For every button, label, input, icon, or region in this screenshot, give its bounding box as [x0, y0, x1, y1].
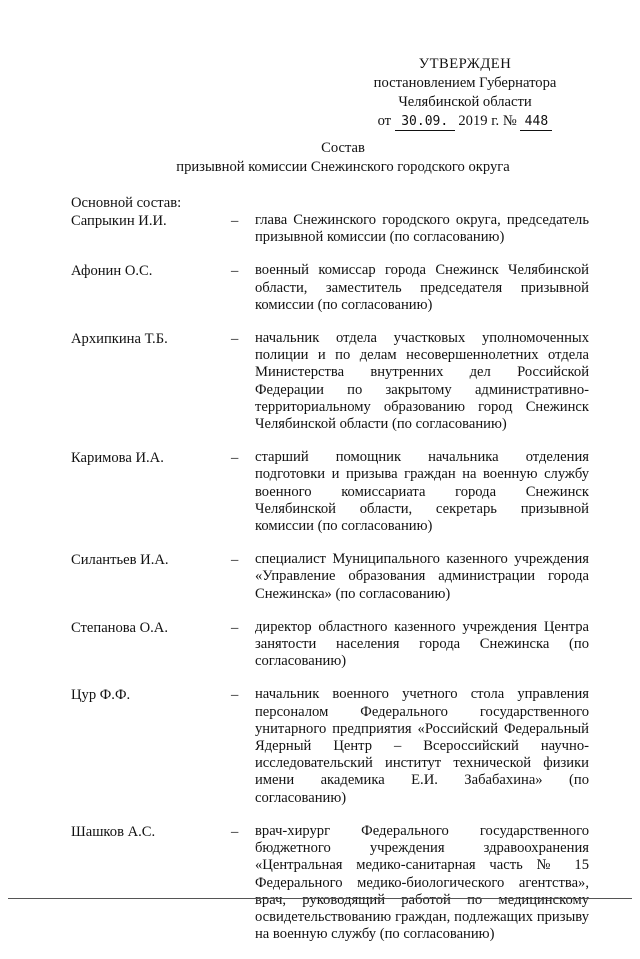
- member-dash: –: [231, 263, 239, 280]
- member-name: Каримова И.А.: [71, 450, 164, 467]
- year-text: 2019 г. №: [458, 113, 517, 129]
- date-value: 30.09.: [395, 114, 455, 131]
- member-dash: –: [231, 450, 239, 467]
- member-dash: –: [231, 213, 239, 229]
- section-label: Основной состав:: [71, 195, 182, 211]
- member-row: [71, 262, 589, 314]
- member-row: [71, 823, 589, 943]
- member-row: [71, 619, 589, 671]
- member-role: врач-хирург Федерального государственного бюджетного учреждения здравоохранения «Центральная медико-санитарная часть № 15 Федерального медико-биологического агентства», врач, руководящий работой по медицинскому освидетельствованию граждан, подлежащих призыву на военную службу (по согласованию): [255, 822, 589, 943]
- approval-date-line: [370, 112, 560, 131]
- member-role: специалист Муниципального казенного учреждения «Управление образования администрации города Снежинска» (по согласованию): [255, 551, 589, 602]
- member-dash: –: [231, 687, 239, 704]
- member-row: [71, 330, 589, 433]
- member-row: [71, 212, 589, 246]
- member-name: Силантьев И.А.: [71, 552, 169, 569]
- date-prefix: от: [377, 113, 392, 129]
- members-list: [71, 212, 589, 959]
- member-name: Цур Ф.Ф.: [71, 687, 131, 704]
- member-dash: –: [231, 331, 239, 348]
- member-row: [71, 686, 589, 806]
- member-role: начальник военного учетного стола управления персоналом Федерального государственного унитарного предприятия «Российский Федеральный Ядерный Центр – Всероссийский научно-исследовательский институт технической физики имени академика Е.И. Забабахина» (по согласованию): [255, 686, 589, 806]
- title-line-1: Состав: [321, 140, 365, 156]
- member-role: директор областного казенного учреждения Центра занятости населения города Снежинска (по согласованию): [255, 618, 589, 670]
- member-name: Архипкина Т.Б.: [71, 331, 168, 348]
- member-name: Афонин О.С.: [71, 263, 153, 280]
- decree-number: 448: [520, 114, 552, 131]
- document-title: [0, 139, 640, 177]
- member-dash: –: [231, 619, 239, 636]
- member-role: старший помощник начальника отделения подготовки и призыва граждан на военную службу военного комиссариата города Снежинск Челябинской области, секретарь призывной комиссии (по согласованию): [255, 449, 589, 535]
- approval-line-2: Челябинской области: [398, 94, 532, 110]
- member-row: [71, 551, 589, 603]
- member-name: Степанова О.А.: [71, 619, 168, 636]
- member-dash: –: [231, 552, 239, 569]
- bottom-divider: [8, 898, 632, 899]
- approval-line-1: постановлением Губернатора: [373, 75, 557, 91]
- member-role: начальник отдела участковых уполномоченных полиции и по делам несовершеннолетних отдела Министерства внутренних дел Российской Федерации по закрытому административно-территориальному образованию город Снежинск Челябинской области (по согласованию): [255, 330, 589, 433]
- member-dash: –: [231, 823, 239, 840]
- title-line-2: призывной комиссии Снежинского городского округа: [176, 159, 510, 175]
- member-row: [71, 449, 589, 535]
- member-role: военный комиссар города Снежинск Челябинской области, заместитель председателя призывной комиссии (по согласованию): [255, 262, 589, 313]
- member-role: глава Снежинского городского округа, председатель призывной комиссии (по согласованию): [255, 212, 589, 246]
- approval-heading: УТВЕРЖДЕН: [418, 56, 512, 72]
- member-name: Шашков А.С.: [71, 823, 156, 840]
- member-name: Сапрыкин И.И.: [71, 213, 167, 229]
- approval-stamp-block: [370, 55, 560, 131]
